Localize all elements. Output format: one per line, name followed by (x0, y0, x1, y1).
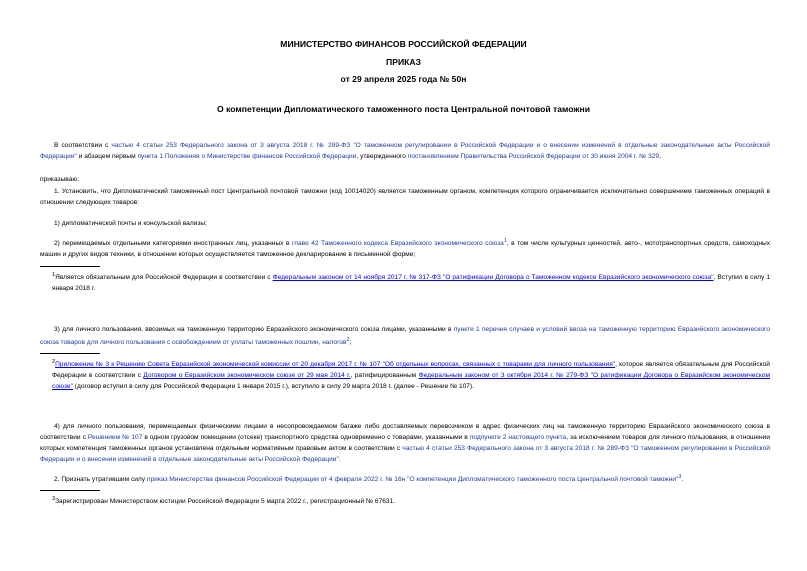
footnote-mark-2: 2 (52, 359, 56, 365)
footnote-divider (40, 490, 100, 491)
footnote-ref-3[interactable]: 3 (678, 474, 682, 480)
footnote-2: $^2$Приложение № 3 к Решению Совета Евразийской экономической комиссии от 20 декабря 2017 г. № 107 "Об отдельных вопросах, связанных с товарами для личного пользования", которое является обязательным для Российской Федерации в соответствии с Договором о Евразийском экономическом союзе от 29 мая 2014 г., ратифицированным Федеральным законом от 3 октября 2014 г. № 279-ФЗ "О ратификации Договора о Евразийском экономическом союзе" (договор вступил в силу для Российской Федерации 1 января 2015 г.), вступило в силу 29 марта 2018 г. (далее - Решение № 107). (52, 359, 770, 391)
preamble-paragraph: В соответствии с частью 4 статьи 253 Федерального закона от 3 августа 2018 г. № 289-ФЗ "О таможенном регулировании в Российской Федерации и о внесении изменений в отдельные законодательные акты Российской Федерации" и абзацем первым пункта 1 Положения о Министерстве финансов Российской Федерации, утвержденного постановлением Правительства Российской Федерации от 30 июня 2004 г. № 329, (40, 142, 770, 160)
link-law-317fz[interactable]: Федеральным законом от 14 ноября 2017 г. № 317-ФЗ "О ратификации Договора о Таможенном кодексе Евразийского экономического союза" (272, 274, 714, 282)
ministry-title: МИНИСТЕРСТВО ФИНАНСОВ РОССИЙСКОЙ ФЕДЕРАЦИИ (280, 39, 527, 49)
footnote-mark-1: 1 (52, 272, 56, 278)
link-government-resolution[interactable]: постановлением Правительства Российской Федерации от 30 июня 2004 г. № 329 (407, 153, 660, 160)
link-customs-code-ch42[interactable]: главе 42 Таможенного кодекса Евразийского экономического союза (291, 240, 504, 248)
item-1: 1. Установить, что Дипломатический таможенный пост Центральной почтовой таможни (код 10014020) является таможенным органом, компетенция которого ограничивается исключительно совершением таможенных операций в отношении следующих товаров: (40, 188, 770, 206)
link-eec-decision-107[interactable]: Приложение № 3 к Решению Совета Евразийской экономической комиссии от 20 декабря 2017 г. № 107 "Об отдельных вопросах, связанных с товарами для личного пользования" (55, 361, 616, 369)
footnote-divider (40, 353, 100, 354)
link-law-289fz[interactable]: частью 4 статьи 253 Федерального закона от 3 августа 2018 г. № 289-ФЗ "О таможенном регулировании в Российской Федерации и о внесении изменений в отдельные законодательные акты Российской Федерации" (40, 142, 770, 160)
document-type: ПРИКАЗ (386, 57, 421, 67)
footnote-3: $^3$Зарегистрирован Министерством юстиции Российской Федерации 5 марта 2022 г., регистрационный № 67631. (52, 496, 396, 506)
prikazyvayu-text: приказываю: (40, 176, 80, 183)
link-law-289fz-art253[interactable]: частью 4 статьи 253 Федерального закона от 3 августа 2018 г. № 289-ФЗ "О таможенном регулировании в Российской Федерации и о внесении изменений в отдельные законодательные акты Российской Федерации" (40, 445, 770, 463)
order-date-number: от 29 апреля 2025 года № 50н (340, 74, 467, 84)
footnote-ref-2[interactable]: 2 (346, 337, 350, 343)
link-minfin-regulation[interactable]: пункта 1 Положения о Министерстве финансов Российской Федерации (137, 153, 357, 160)
item-2: 2. Признать утратившим силу приказ Министерства финансов Российской Федерации от 4 февраля 2022 г. № 16н "О компетенции Дипломатического таможенного поста Центральной почтовой таможни"$^3$. (54, 474, 684, 484)
item-1-4: 4) для личного пользования, перемещаемых физическими лицами в несопровождаемом багаже либо доставляемых перевозчиком в адрес физических лиц на таможенную территорию Евразийского экономического союза в соответствии с Решением № 107 в одном грузовом помещении (отсеке) транспортного средства одновременно с товарами, указанными в подпункте 2 настоящего пункта, за исключением товаров для личного пользования, в отношении которых компетенция таможенных органов установлена отдельным нормативным правовым актом в соответствии с частью 4 статьи 253 Федерального закона от 3 августа 2018 г. № 289-ФЗ "О таможенном регулировании в Российской Федерации и о внесении изменений в отдельные законодательные акты Российской Федерации". (40, 423, 770, 463)
link-law-279fz[interactable]: Федеральным законом от 3 октября 2014 г. № 279-ФЗ "О ратификации Договора о Евразийском экономическом союзе" (52, 372, 770, 391)
link-decision-107[interactable]: Решением № 107 (87, 434, 143, 441)
footnote-mark-3: 3 (52, 496, 56, 502)
order-subject: О компетенции Дипломатического таможенного поста Центральной почтовой таможни (217, 104, 590, 114)
link-subitem-2[interactable]: подпункте 2 настоящего пункта (469, 434, 567, 441)
link-eaeu-treaty[interactable]: Договором о Евразийском экономическом союзе от 29 мая 2014 г. (143, 372, 351, 380)
link-personal-goods-list[interactable]: пункте 1 перечня случаев и условий ввоза на таможенную территорию Евразийского экономического союза товаров для личного пользования с освобождением от уплаты таможенных пошлин, налогов (40, 326, 770, 347)
item-1-3: 3) для личного пользования, ввозимых на таможенную территорию Евразийского экономического союза лицами, указанными в пункте 1 перечня случаев и условий ввоза на таможенную территорию Евразийского экономического союза товаров для личного пользования с освобождением от уплаты таможенных пошлин, налогов$^2$; (40, 326, 770, 347)
item-1-1: 1) дипломатической почты и консульской вализы; (54, 220, 207, 227)
footnote-divider (40, 266, 100, 267)
footnote-ref-1[interactable]: 1 (503, 238, 507, 244)
item-1-2: 2) перемещаемых отдельными категориями иностранных лиц, указанных в главе 42 Таможенного кодекса Евразийского экономического союза$^1$, в том числе культурных ценностей, авто-, мототранспортных средств, самоходных машин и других видов техники, в отношении которых осуществляется таможенное декларирование в письменной форме; (40, 238, 770, 259)
footnote-1: $^1$Является обязательным для Российской Федерации в соответствии с Федеральным законом от 14 ноября 2017 г. № 317-ФЗ "О ратификации Договора о Таможенном кодексе Евразийского экономического союза". Вступил в силу 1 января 2018 г. (52, 272, 770, 293)
link-order-16n[interactable]: приказ Министерства финансов Российской Федерации от 4 февраля 2022 г. № 16н "О компетенции Дипломатического таможенного поста Центральной почтовой таможни" (146, 476, 679, 484)
